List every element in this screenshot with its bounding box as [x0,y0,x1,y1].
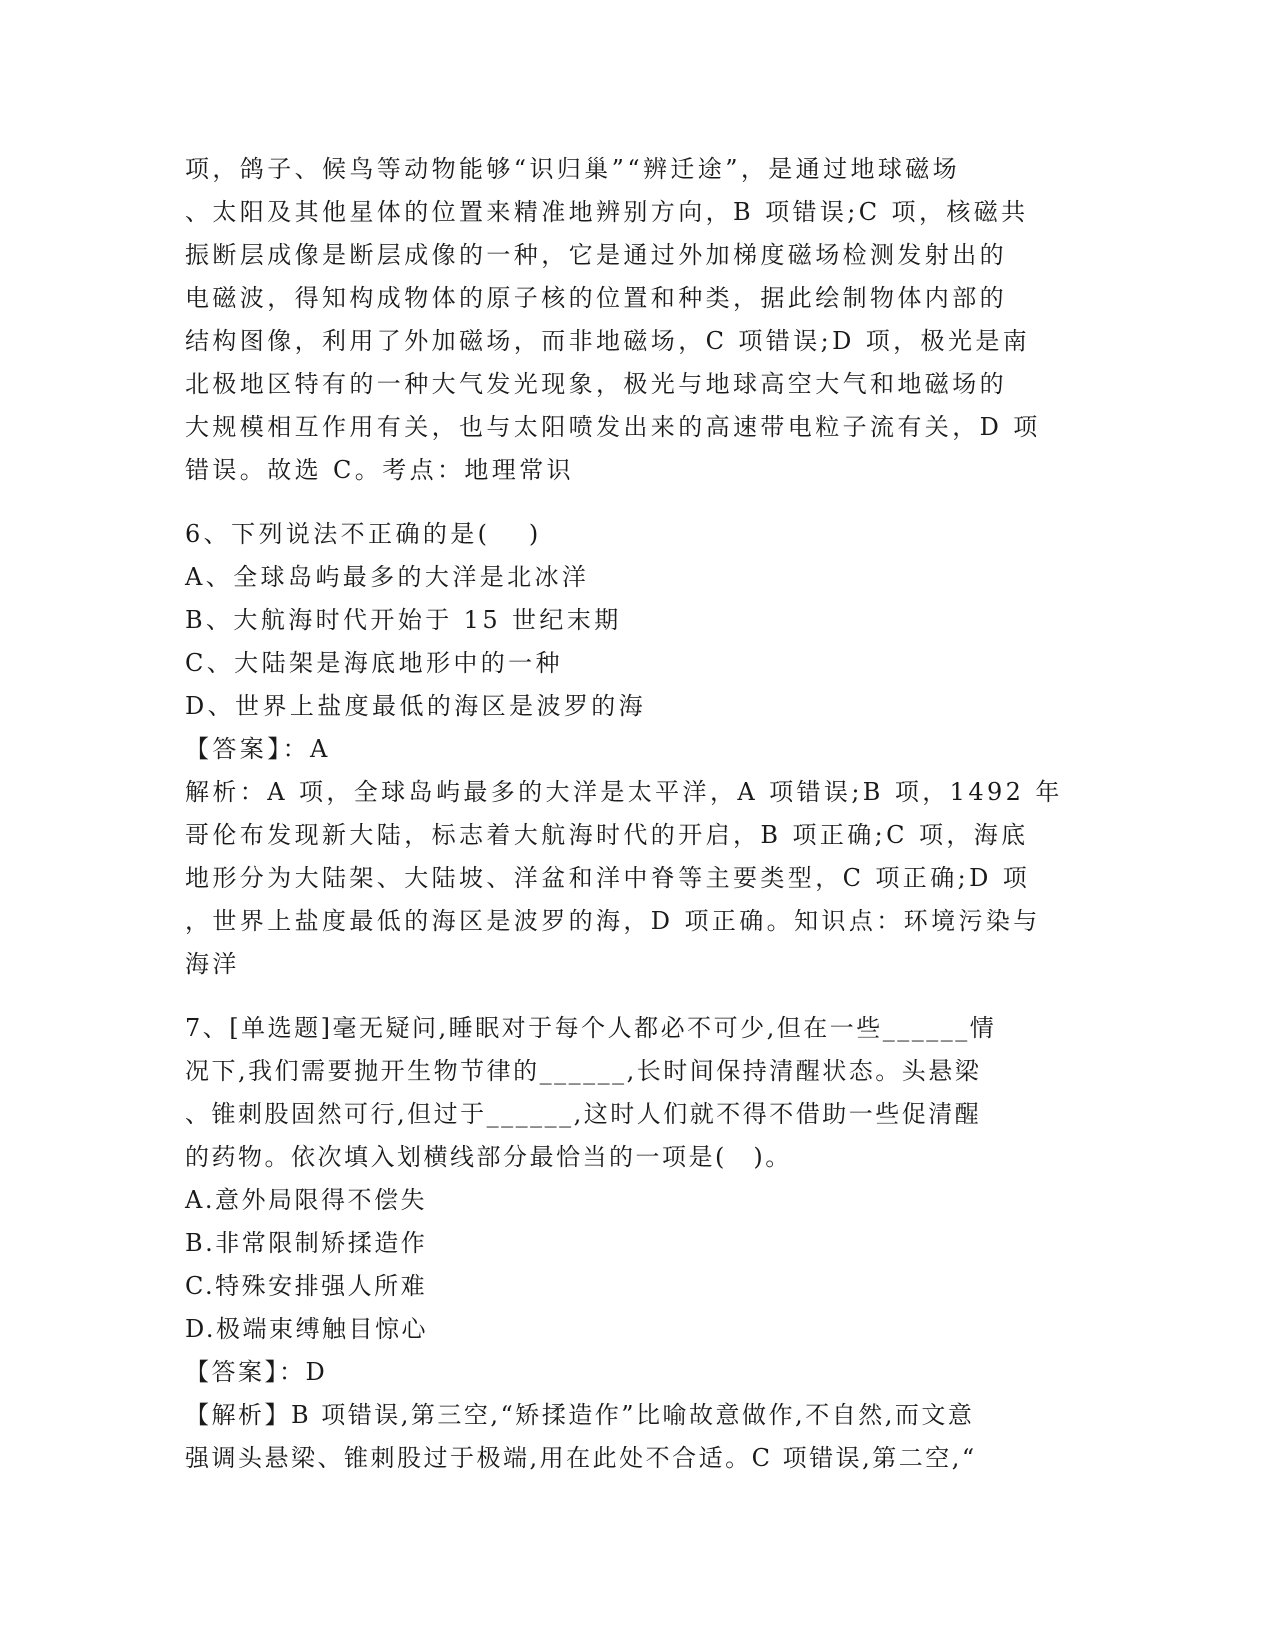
option-a: A、全球岛屿最多的大洋是北冰洋 [185,563,590,591]
option-a: A.意外局限得不偿失 [185,1186,427,1214]
option-c: C.特殊安排强人所难 [185,1272,428,1300]
answer: 【答案】：A [185,735,331,763]
question-6 [185,513,1085,986]
option-b: B.非常限制矫揉造作 [185,1229,428,1257]
question-7 [185,1007,1085,1480]
explanation-line: 哥伦布发现新大陆，标志着大航海时代的开启，B 项正确;C 项，海底 [185,821,1029,849]
option-d: D.极端束缚触目惊心 [185,1315,429,1343]
explanation-line: 解析：A 项，全球岛屿最多的大洋是太平洋，A 项错误;B 项，1492 年 [185,778,1063,806]
text-line: 振断层成像是断层成像的一种，它是通过外加梯度磁场检测发射出的 [185,241,1007,269]
text-line: 项，鸽子、候鸟等动物能够“识归巢”“辨迁途”，是通过地球磁场 [185,155,961,183]
spacer [185,986,1085,1007]
explanation-line: 海洋 [185,950,240,978]
question-text: 6、下列说法不正确的是( ) [185,520,542,548]
text-line: 电磁波，得知构成物体的原子核的位置和种类，据此绘制物体内部的 [185,284,1007,312]
option-c: C、大陆架是海底地形中的一种 [185,649,563,677]
question-text: 的药物。依次填入划横线部分最恰当的一项是( )。 [185,1143,792,1171]
option-d: D、世界上盐度最低的海区是波罗的海 [185,692,647,720]
explanation-line: 地形分为大陆架、大陆坡、洋盆和洋中脊等主要类型，C 项正确;D 项 [185,864,1031,892]
text-line: 大规模相互作用有关，也与太阳喷发出来的高速带电粒子流有关，D 项 [185,413,1041,441]
explanation-line: ，世界上盐度最低的海区是波罗的海，D 项正确。知识点：环境污染与 [185,907,1041,935]
text-line: 错误。故选 C。考点：地理常识 [185,456,574,484]
option-b: B、大航海时代开始于 15 世纪末期 [185,606,622,634]
answer: 【答案】：D [185,1358,328,1386]
explanation-line: 【解析】B 项错误,第三空,“矫揉造作”比喻故意做作,不自然,而文意 [185,1401,975,1429]
question-text: 、锥刺股固然可行,但过于______,这时人们就不得不借助一些促清醒 [185,1100,982,1128]
text-line: 、太阳及其他星体的位置来精准地辨别方向，B 项错误;C 项，核磁共 [185,198,1029,226]
q5-explanation-tail [185,148,1085,492]
text-line: 结构图像，利用了外加磁场，而非地磁场，C 项错误;D 项，极光是南 [185,327,1031,355]
question-text: 7、[单选题]毫无疑问,睡眠对于每个人都必不可少,但在一些______情 [185,1014,997,1042]
text-line: 北极地区特有的一种大气发光现象，极光与地球高空大气和地磁场的 [185,370,1007,398]
question-text: 况下,我们需要抛开生物节律的______,长时间保持清醒状态。头悬梁 [185,1057,982,1085]
document-page [185,148,1085,1480]
explanation-line: 强调头悬梁、锥刺股过于极端,用在此处不合适。C 项错误,第二空,“ [185,1444,977,1472]
spacer [185,492,1085,513]
